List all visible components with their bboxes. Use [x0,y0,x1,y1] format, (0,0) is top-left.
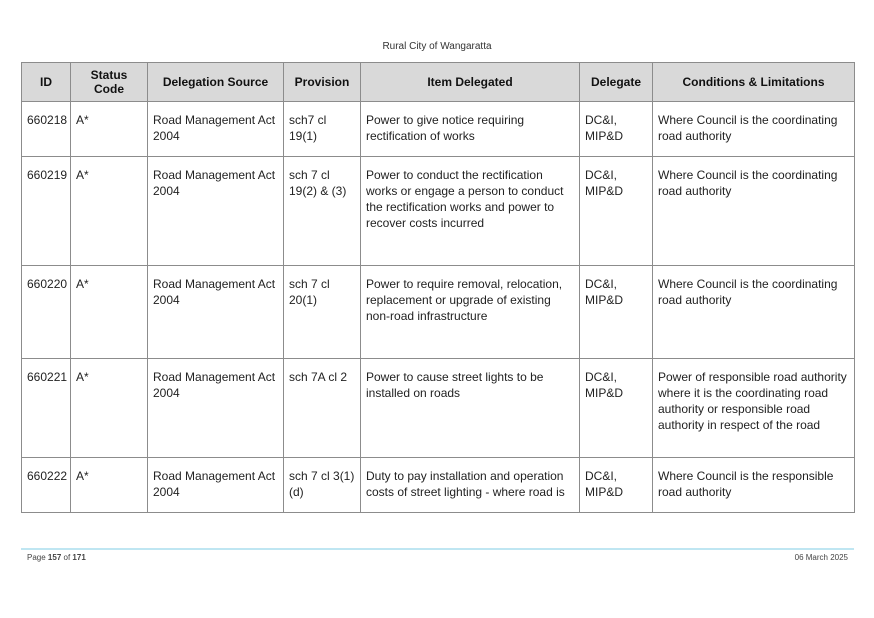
cell-delegate: DC&I, MIP&D [580,266,653,359]
cell-conditions: Where Council is the coordinating road authority [653,102,855,157]
column-header-id: ID [22,63,71,102]
cell-delegate: DC&I, MIP&D [580,157,653,266]
cell-delegation-source: Road Management Act 2004 [148,266,284,359]
cell-provision: sch7 cl 19(1) [284,102,361,157]
column-header-delegation-source: Delegation Source [148,63,284,102]
cell-id: 660219 [22,157,71,266]
cell-status-code: A* [71,458,148,513]
table-row [22,359,855,458]
cell-provision: sch 7 cl 20(1) [284,266,361,359]
cell-item-delegated: Power to cause street lights to be installed on roads [361,359,580,458]
table-row [22,102,855,157]
cell-id: 660222 [22,458,71,513]
cell-delegate: DC&I, MIP&D [580,359,653,458]
delegation-table [21,62,855,513]
table-row [22,458,855,513]
column-header-provision: Provision [284,63,361,102]
page-of: of [63,553,71,562]
cell-item-delegated: Power to conduct the rectification works or engage a person to conduct the rectification works and power to recover costs incurred [361,157,580,266]
footer-date: 06 March 2025 [794,553,848,562]
cell-delegate: DC&I, MIP&D [580,458,653,513]
document-header: Rural City of Wangaratta [382,41,492,52]
cell-id: 660221 [22,359,71,458]
cell-conditions: Power of responsible road authority where it is the coordinating road authority or responsible road authority in respect of the road [653,359,855,458]
cell-item-delegated: Power to require removal, relocation, replacement or upgrade of existing non-road infrastructure [361,266,580,359]
table-row [22,157,855,266]
cell-id: 660220 [22,266,71,359]
cell-provision: sch 7 cl 3(1)(d) [284,458,361,513]
cell-item-delegated: Duty to pay installation and operation costs of street lighting - where road is [361,458,580,513]
cell-provision: sch 7A cl 2 [284,359,361,458]
table-header-row [22,63,855,102]
cell-status-code: A* [71,266,148,359]
footer-divider [21,548,854,550]
page-number [27,553,86,562]
page-current: 157 [47,553,62,562]
cell-conditions: Where Council is the coordinating road authority [653,266,855,359]
cell-conditions: Where Council is the responsible road authority [653,458,855,513]
cell-id: 660218 [22,102,71,157]
cell-delegate: DC&I, MIP&D [580,102,653,157]
cell-delegation-source: Road Management Act 2004 [148,102,284,157]
column-header-status-code: Status Code [71,63,148,102]
table-row [22,266,855,359]
cell-item-delegated: Power to give notice requiring rectification of works [361,102,580,157]
column-header-conditions: Conditions & Limitations [653,63,855,102]
cell-status-code: A* [71,359,148,458]
cell-delegation-source: Road Management Act 2004 [148,359,284,458]
cell-delegation-source: Road Management Act 2004 [148,458,284,513]
cell-delegation-source: Road Management Act 2004 [148,157,284,266]
cell-status-code: A* [71,157,148,266]
column-header-item-delegated: Item Delegated [361,63,580,102]
column-header-delegate: Delegate [580,63,653,102]
cell-status-code: A* [71,102,148,157]
cell-conditions: Where Council is the coordinating road authority [653,157,855,266]
cell-provision: sch 7 cl 19(2) & (3) [284,157,361,266]
page-prefix: Page [27,553,46,562]
page-total: 171 [72,553,86,562]
